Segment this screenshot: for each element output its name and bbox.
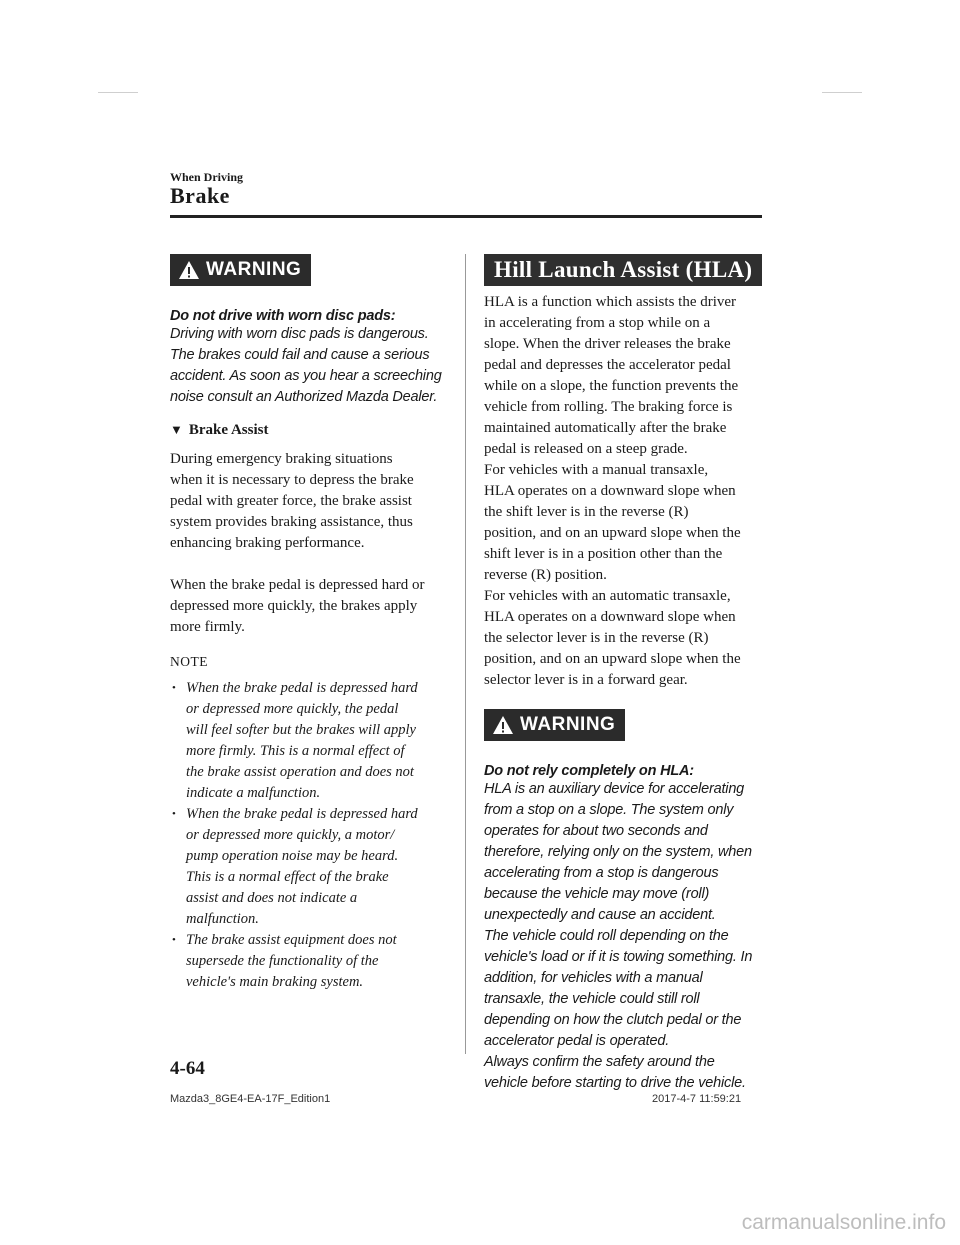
warning-title: Do not drive with worn disc pads: xyxy=(170,308,396,324)
page-number: 4-64 xyxy=(170,1058,205,1079)
note-list xyxy=(170,678,450,993)
warning-icon xyxy=(178,260,200,280)
hla-section-banner: Hill Launch Assist (HLA) xyxy=(484,254,762,286)
warning-title: Do not rely completely on HLA: xyxy=(484,763,694,779)
triangle-down-icon: ▼ xyxy=(170,422,183,437)
right-column xyxy=(484,254,769,1094)
brake-assist-paragraph: During emergency braking situations when it is necessary to depress the brake pedal with greater force, the brake assist system provides braking assistance, thus enhancing braking performance. xyxy=(170,451,414,551)
brake-assist-heading: ▼ Brake Assist xyxy=(170,422,269,438)
list-item: • When the brake pedal is depressed hard or depressed more quickly, a motor/ pump operation noise may be heard. This is a normal effect of the brake assist and does not indicate a malfunction. xyxy=(170,804,450,930)
hla-paragraph: HLA is a function which assists the driver in accelerating from a stop while on a slope. When the driver releases the brake pedal and depresses the accelerator pedal while on a slope, the function prevents the vehicle from rolling. The braking force is maintained automatically after the brake pedal is released on a steep grade. For vehicles with a manual transaxle, HLA operates on a downward slope when the shift lever is in the reverse (R) position, and on an upward slope when the shift lever is in a position other than the reverse (R) position. For vehicles with an automatic transaxle, HLA operates on a downward slope when the selector lever is in the reverse (R) position, and on an upward slope when the selector lever is in a forward gear. xyxy=(484,294,741,688)
column-divider xyxy=(465,254,466,1054)
warning-text: Driving with worn disc pads is dangerous. The brakes could fail and cause a serious accident. As soon as you hear a screeching noise consult an Authorized Mazda Dealer. xyxy=(170,326,442,405)
note-label: NOTE xyxy=(170,654,208,669)
brake-assist-paragraph-2: When the brake pedal is depressed hard or depressed more quickly, the brakes apply more firmly. xyxy=(170,577,425,635)
header-rule xyxy=(170,215,762,218)
footer-doc-id: Mazda3_8GE4-EA-17F_Edition1 xyxy=(170,1093,331,1105)
crop-mark xyxy=(822,92,862,93)
warning-label: WARNING xyxy=(206,259,302,280)
watermark: carmanualsonline.info xyxy=(741,1211,946,1234)
crop-mark xyxy=(98,92,138,93)
warning-text: HLA is an auxiliary device for accelerating from a stop on a slope. The system only operates for about two seconds and therefore, relying only on the system, when accelerating from a stop is dangerous because the vehicle may move (roll) unexpectedly and cause an accident. The vehicle could roll depending on the vehicle's load or if it is towing something. In addition, for vehicles with a manual transaxle, the vehicle could still roll depending on how the clutch pedal or the accelerator pedal is operated. Always confirm the safety around the vehicle before starting to drive the vehicle. xyxy=(484,781,753,1091)
warning-label: WARNING xyxy=(520,714,616,735)
chapter-title: When Driving xyxy=(170,170,244,184)
list-item: • The brake assist equipment does not supersede the functionality of the vehicle's main braking system. xyxy=(170,930,450,993)
warning-icon xyxy=(492,715,514,735)
list-item: • When the brake pedal is depressed hard or depressed more quickly, the pedal will feel softer but the brakes will apply more firmly. This is a normal effect of the brake assist operation and does not indicate a malfunction. xyxy=(170,678,450,804)
footer-timestamp: 2017-4-7 11:59:21 xyxy=(652,1093,742,1105)
warning-badge xyxy=(170,254,311,286)
left-column xyxy=(170,254,450,993)
warning-badge xyxy=(484,709,625,741)
section-title: Brake xyxy=(170,183,230,208)
